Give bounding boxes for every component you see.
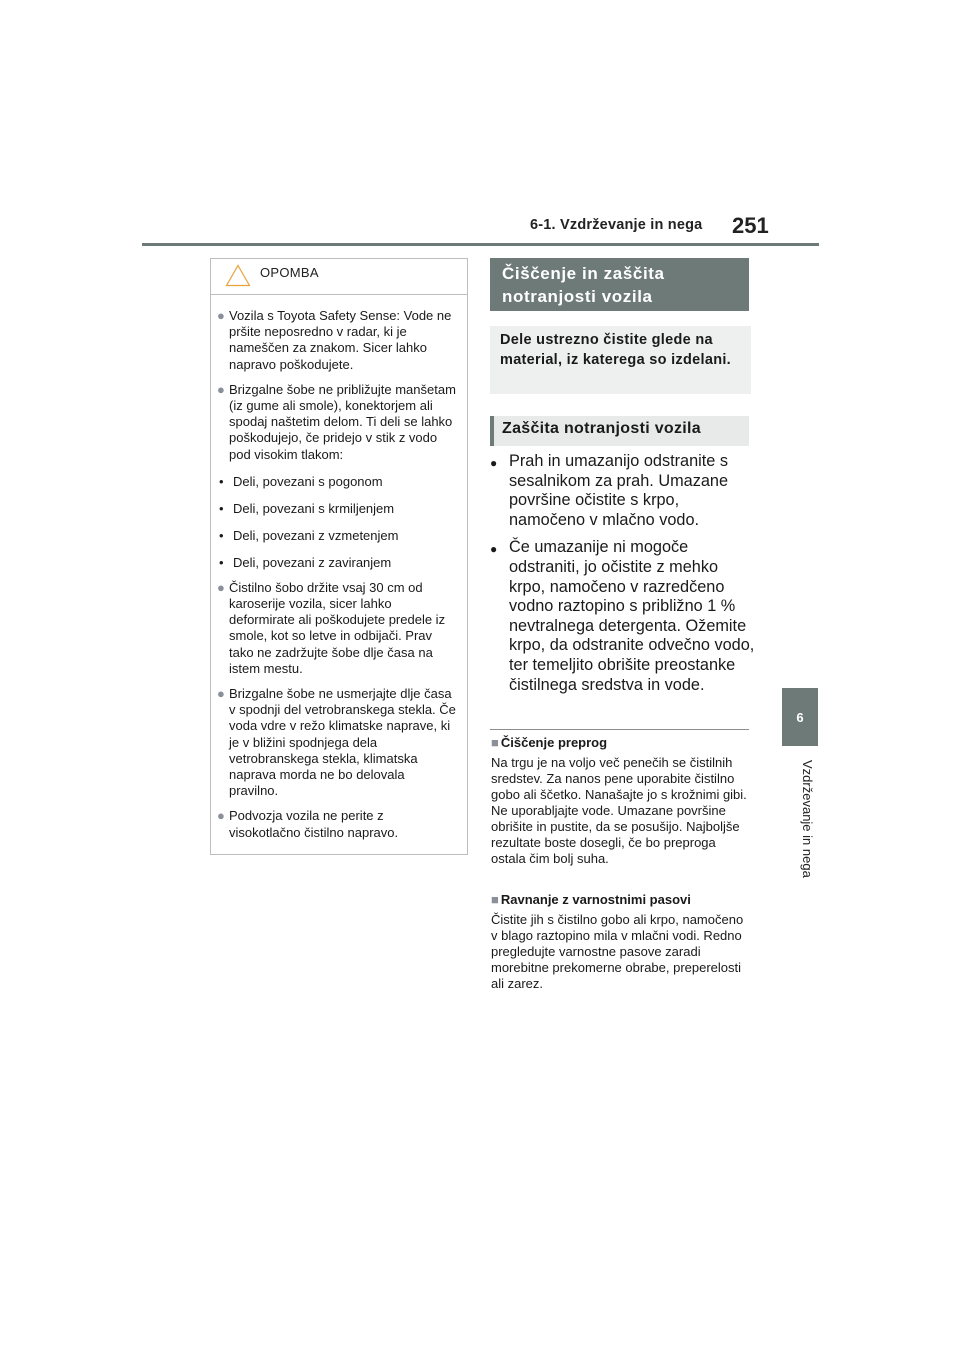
subheading-text: Ravnanje z varnostnimi pasovi xyxy=(500,892,691,907)
notice-item-text: Podvozja vozila ne perite z visokotlačno čistilno napravo. xyxy=(229,808,399,840)
notice-box xyxy=(210,258,468,855)
chapter-tab: 6 xyxy=(782,688,818,746)
bullet-dot-icon: ● xyxy=(217,579,225,595)
notice-sub-item-text: Deli, povezani z zaviranjem xyxy=(233,554,392,570)
list-item xyxy=(490,538,755,695)
notice-item xyxy=(217,580,457,677)
bullet-dot-icon: ● xyxy=(490,542,498,557)
notice-body xyxy=(211,308,467,841)
list-item-text: Prah in umazanijo odstranite s sesalnikom za prah. Umazane površine očistite s krpo, namočeno v mlačno vodo. xyxy=(509,452,729,529)
list-item xyxy=(490,452,755,530)
notice-header xyxy=(211,259,467,295)
paragraph-seatbelts: Čistite jih s čistilno gobo ali krpo, namočeno v blago raztopino mila v mlačni vodi. Redno pregledujte varnostne pasove zaradi morebitne prekomerne obrabe, preperelosti ali zarez. xyxy=(491,912,744,991)
subheading-text: Čiščenje preprog xyxy=(500,735,608,750)
paragraph-carpets: Na trgu je na voljo več penečih se čistilnih sredstev. Za nanos pene uporabite čistilno gobo ali ščetko. Nanašajte jo s krožnimi gibi. Ne uporabljajte vode. Umazane površine obrišite in pustite, da se posušijo. Najboljše rezultate boste dosegli, če bo preproga ostala čim bolj suha. xyxy=(491,755,747,866)
bullet-dot-icon: ● xyxy=(217,308,225,323)
notice-sub-item-text: Deli, povezani s krmiljenjem xyxy=(233,500,395,516)
notice-sub-item xyxy=(217,555,457,571)
small-bullet-icon: • xyxy=(219,554,224,570)
notice-sub-item-text: Deli, povezani z vzmetenjem xyxy=(233,527,399,543)
chapter-side-label: Vzdrževanje in nega xyxy=(800,760,815,878)
notice-sub-item-text: Deli, povezani s pogonom xyxy=(233,473,383,489)
notice-item-text: Brizgalne šobe ne usmerjajte dlje časa v spodnji del vetrobranskega stekla. Če voda vdre v režo klimatske naprave, ki je v bližini spodnjega dela vetrobranskega stekla, klimatska naprava morda ne bo delovala pravilno. xyxy=(229,686,456,799)
bullet-dot-icon: ● xyxy=(217,381,225,397)
notice-item xyxy=(217,808,457,840)
notice-title: OPOMBA xyxy=(260,265,319,280)
bullet-dot-icon: ● xyxy=(490,456,498,470)
list-item-text: Če umazanije ni mogoče odstraniti, jo očistite z mehko krpo, namočeno v razredčeno vodno raztopino s približno 1 % nevtralnega detergenta. Ožemite krpo, da odstranite odvečno vodo, ter temeljito obrišite preostanke čistilnega sredstva in vode. xyxy=(509,538,755,694)
small-bullet-icon: • xyxy=(219,473,224,489)
notice-item xyxy=(217,308,457,373)
notice-sub-item xyxy=(217,528,457,544)
header-section-title: 6-1. Vzdrževanje in nega xyxy=(530,217,703,233)
square-bullet-icon: ■ xyxy=(491,892,499,907)
bullet-dot-icon: ● xyxy=(217,686,225,702)
section-heading: Zaščita notranjosti vozila xyxy=(490,416,749,446)
subheading-seatbelts xyxy=(491,892,691,907)
intro-box: Dele ustrezno čistite glede na material, iz katerega so izdelani. xyxy=(490,326,751,394)
divider xyxy=(490,729,749,730)
notice-item-text: Brizgalne šobe ne približujte manšetam (iz gume ali smole), konektorjem ali spodaj naštetim delom. Ti deli se lahko poškodujejo, če pridejo v stik z vodo pod visokim tlakom: xyxy=(229,381,456,462)
notice-item xyxy=(217,382,457,463)
notice-item-text: Čistilno šobo držite vsaj 30 cm od karoserije vozila, sicer lahko deformirate ali poškodujete predele iz smole, kot so letve in odbijači. Prav tako ne zadržujte šobe dlje časa na istem mestu. xyxy=(229,579,446,676)
header-rule xyxy=(142,243,819,246)
page-number: 251 xyxy=(732,213,769,238)
notice-item-text: Vozila s Toyota Safety Sense: Vode ne pršite neposredno v radar, ki je nameščen za znakom. Sicer lahko napravo poškodujete. xyxy=(229,308,452,372)
notice-sub-item xyxy=(217,474,457,490)
topic-banner: Čiščenje in zaščita notranjosti vozila xyxy=(490,258,749,311)
small-bullet-icon: • xyxy=(219,527,224,543)
subheading-carpets xyxy=(491,735,607,750)
notice-item xyxy=(217,686,457,799)
warning-triangle-icon xyxy=(225,264,251,287)
notice-sub-item xyxy=(217,501,457,517)
square-bullet-icon: ■ xyxy=(491,735,499,750)
small-bullet-icon: • xyxy=(219,500,224,516)
bullet-dot-icon: ● xyxy=(217,808,225,824)
bullet-list xyxy=(490,452,755,703)
